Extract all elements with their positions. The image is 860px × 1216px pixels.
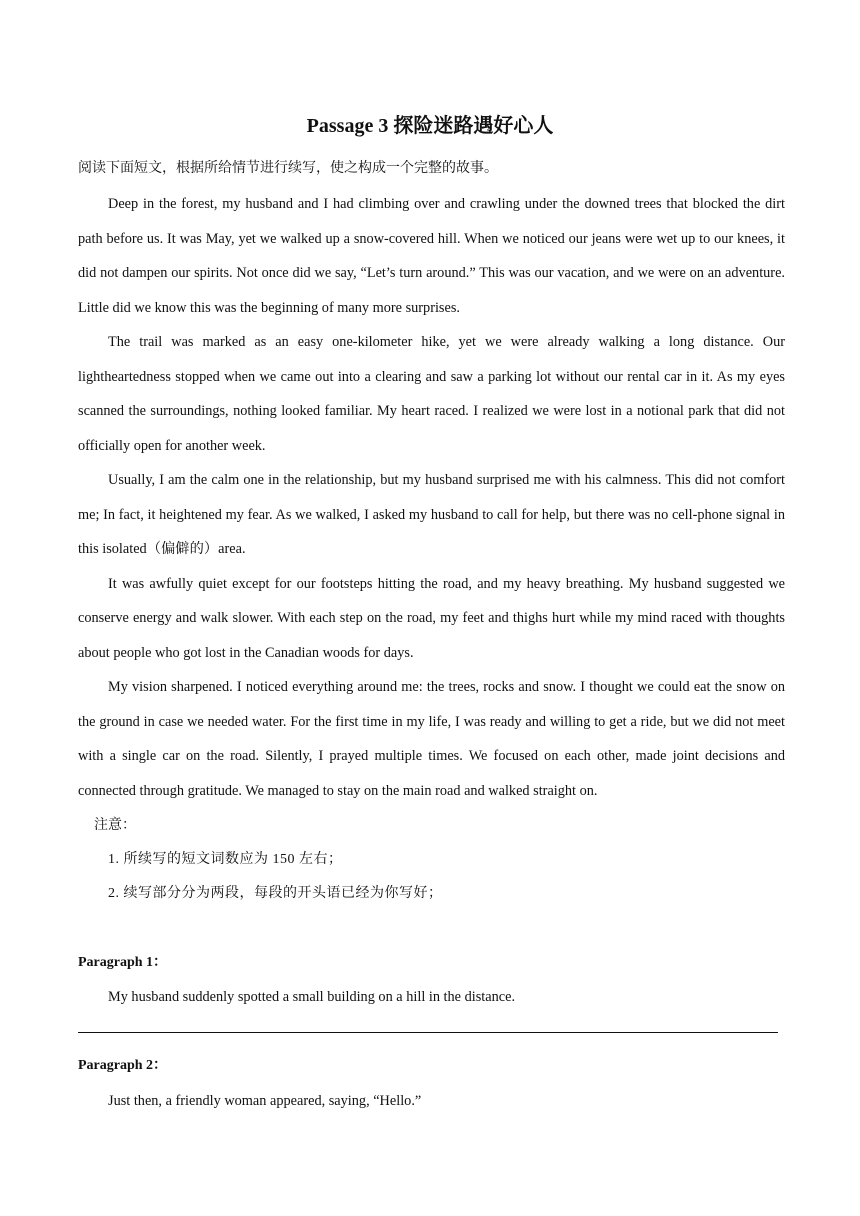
note-item-2: 2. 续写部分分为两段，每段的开头语已经为你写好；	[108, 886, 443, 901]
story-paragraph-5: My vision sharpened. I noticed everything around me: the trees, rocks and snow. I thought we could eat the snow on the ground in case we needed water. For the first time in my life, I was ready and willing to get a ride, but we did not meet with a single car on the road. Silently, I prayed multiple times. We focused on each other, made joint decisions and connected through gratitude. We managed to stay on the main road and walked straight on.	[78, 679, 785, 799]
paragraph-1-start: My husband suddenly spotted a small building on a hill in the distance.	[108, 989, 516, 1005]
paragraph-2-label: Paragraph 2：	[78, 1058, 168, 1073]
paragraph-1-label: Paragraph 1：	[78, 955, 168, 970]
paragraph-2-start: Just then, a friendly woman appeared, saying, “Hello.”	[108, 1093, 422, 1109]
story-body	[78, 187, 785, 808]
page-title: Passage 3 探险迷路遇好心人	[306, 115, 554, 137]
notes-title: 注意：	[94, 818, 136, 833]
story-paragraph-3: Usually, I am the calm one in the relationship, but my husband surprised me with his calmness. This did not comfort me; In fact, it heightened my fear. As we walked, I asked my husband to call for help, but there was no cell-phone signal in this isolated（偏僻的）area.	[78, 472, 785, 557]
note-item-1: 1. 所续写的短文词数应为 150 左右；	[108, 852, 343, 867]
writing-line-divider	[78, 1032, 778, 1033]
story-paragraph-4: It was awfully quiet except for our footsteps hitting the road, and my heavy breathing. My husband suggested we conserve energy and walk slower. With each step on the road, my feet and thighs hurt while my mind raced with thoughts about people who got lost in the Canadian woods for days.	[78, 575, 785, 661]
instruction-text: 阅读下面短文，根据所给情节进行续写，使之构成一个完整的故事。	[78, 161, 498, 176]
notes-section	[78, 809, 785, 911]
story-paragraph-2: The trail was marked as an easy one-kilometer hike, yet we were already walking a long distance. Our lightheartedness stopped when we came out into a clearing and saw a parking lot without our rental car in it. As my eyes scanned the surroundings, nothing looked familiar. My heart raced. I realized we were lost in a notional park that did not officially open for another week.	[78, 334, 785, 454]
story-paragraph-1: Deep in the forest, my husband and I had climbing over and crawling under the downed trees that blocked the dirt path before us. It was May, yet we walked up a snow-covered hill. When we noticed our jeans were wet up to our knees, it did not dampen our spirits. Not once did we say, “Let’s turn around.” This was our vacation, and we were on an adventure. Little did we know this was the beginning of many more surprises.	[78, 196, 785, 316]
